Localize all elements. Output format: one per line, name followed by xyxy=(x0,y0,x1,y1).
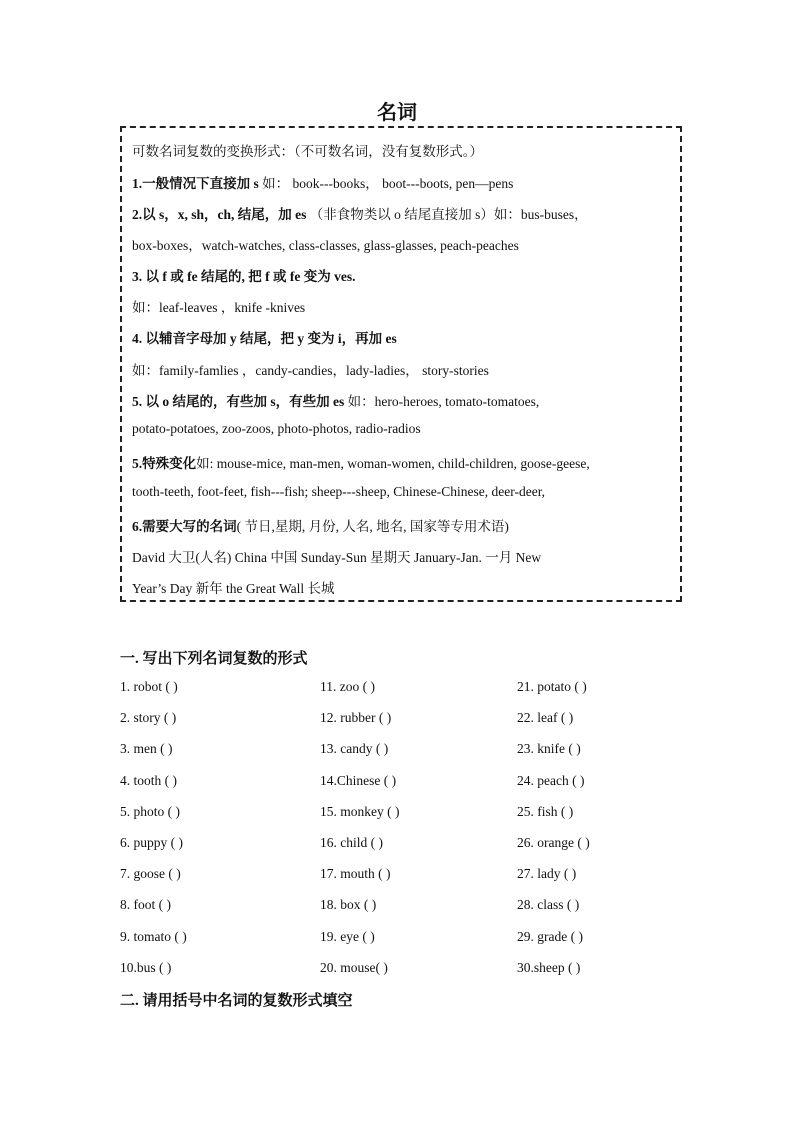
exercise-item: 5. photo ( ) xyxy=(120,803,180,819)
rule-special-continued: tooth-teeth, foot-feet, fish---fish; sheep---sheep, Chinese-Chinese, deer-deer, xyxy=(132,484,546,499)
rule-2 xyxy=(132,203,588,223)
exercise-item: 13. candy ( ) xyxy=(320,741,389,757)
exercise-item: 3. men ( ) xyxy=(120,741,173,757)
exercise-item: 24. peach ( ) xyxy=(517,772,585,788)
exercise-item: 21. potato ( ) xyxy=(517,679,587,694)
rule-1-heading: 1.一般情况下直接加 s xyxy=(132,176,259,191)
exercise-item: 26. orange ( ) xyxy=(517,835,590,850)
rule-capital-heading: 6.需要大写的名词 xyxy=(132,519,237,534)
exercise-item: 27. lady ( ) xyxy=(517,866,577,882)
rule-5-continued: potato-potatoes, zoo-zoos, photo-photos, radio-radios xyxy=(132,421,421,436)
rule-2-examples: （非食物类以 o 结尾直接加 s）如：bus-buses， xyxy=(306,207,588,222)
page-title: 名词 xyxy=(377,100,417,124)
rule-2-heading: 2.以 s，x, sh，ch, 结尾，加 es xyxy=(132,207,307,222)
rule-3-heading: 3. 以 f 或 fe 结尾的, 把 f 或 fe 变为 ves. xyxy=(132,269,356,284)
exercise-item: 4. tooth ( ) xyxy=(120,772,177,788)
exercise-item: 6. puppy ( ) xyxy=(120,835,183,850)
exercise-item: 7. goose ( ) xyxy=(120,866,181,882)
exercise-item: 12. rubber ( ) xyxy=(320,710,392,726)
exercise-item: 25. fish ( ) xyxy=(517,803,574,819)
exercise-item: 16. child ( ) xyxy=(320,835,383,850)
exercise-item: 23. knife ( ) xyxy=(517,741,581,757)
rule-1 xyxy=(132,172,513,192)
rule-4-examples: 如：family-famlies ，candy-candies，lady-ladies， story-stories xyxy=(132,363,489,378)
rule-5-heading: 5. 以 o 结尾的，有些加 s，有些加 es xyxy=(132,394,345,409)
section-2-heading: 二. 请用括号中名词的复数形式填空 xyxy=(120,993,353,1009)
exercise-item: 17. mouth ( ) xyxy=(320,866,391,882)
exercise-item: 11. zoo ( ) xyxy=(320,679,375,694)
rule-2-continued: box-boxes，watch-watches, class-classes, glass-glasses, peach-peaches xyxy=(132,238,519,253)
exercise-item: 8. foot ( ) xyxy=(120,897,171,913)
exercise-item: 19. eye ( ) xyxy=(320,928,375,944)
exercise-item: 20. mouse( ) xyxy=(320,959,388,975)
rule-5-examples: 如：hero-heroes, tomato-tomatoes, xyxy=(344,394,540,409)
rule-1-examples: 如： book---books， boot---boots, pen—pens xyxy=(258,176,514,191)
rules-intro: 可数名词复数的变换形式：（不可数名词，没有复数形式。） xyxy=(132,144,483,159)
rule-special xyxy=(132,452,590,472)
exercise-item: 14.Chinese ( ) xyxy=(320,772,397,788)
rule-capital-note: ( 节日,星期, 月份, 人名, 地名, 国家等专用术语) xyxy=(236,519,509,534)
exercise-item: 18. box ( ) xyxy=(320,897,377,913)
exercise-item: 30.sheep ( ) xyxy=(517,959,581,975)
exercise-item: 28. class ( ) xyxy=(517,897,580,913)
exercise-item: 22. leaf ( ) xyxy=(517,710,574,726)
section-1-heading: 一. 写出下列名词复数的形式 xyxy=(120,651,308,667)
exercise-item: 1. robot ( ) xyxy=(120,679,178,694)
rule-4-heading: 4. 以辅音字母加 y 结尾，把 y 变为 i，再加 es xyxy=(132,331,397,346)
exercise-item: 10.bus ( ) xyxy=(120,959,172,975)
exercise-item: 9. tomato ( ) xyxy=(120,928,187,944)
exercise-item: 29. grade ( ) xyxy=(517,928,583,944)
rule-special-examples: 如: mouse-mice, man-men, woman-women, child-children, goose-geese, xyxy=(196,456,590,471)
rule-5 xyxy=(132,390,539,410)
rule-capital-examples-2: Year’s Day 新年 the Great Wall 长城 xyxy=(132,581,335,596)
exercise-item: 15. monkey ( ) xyxy=(320,803,400,819)
rule-special-heading: 5.特殊变化 xyxy=(132,456,197,471)
exercise-item: 2. story ( ) xyxy=(120,710,177,726)
rule-3-examples: 如：leaf-leaves ，knife -knives xyxy=(132,300,306,315)
rule-capital xyxy=(132,515,509,535)
rule-capital-examples-1: David 大卫(人名) China 中国 Sunday-Sun 星期天 January-Jan. 一月 New xyxy=(132,550,542,565)
